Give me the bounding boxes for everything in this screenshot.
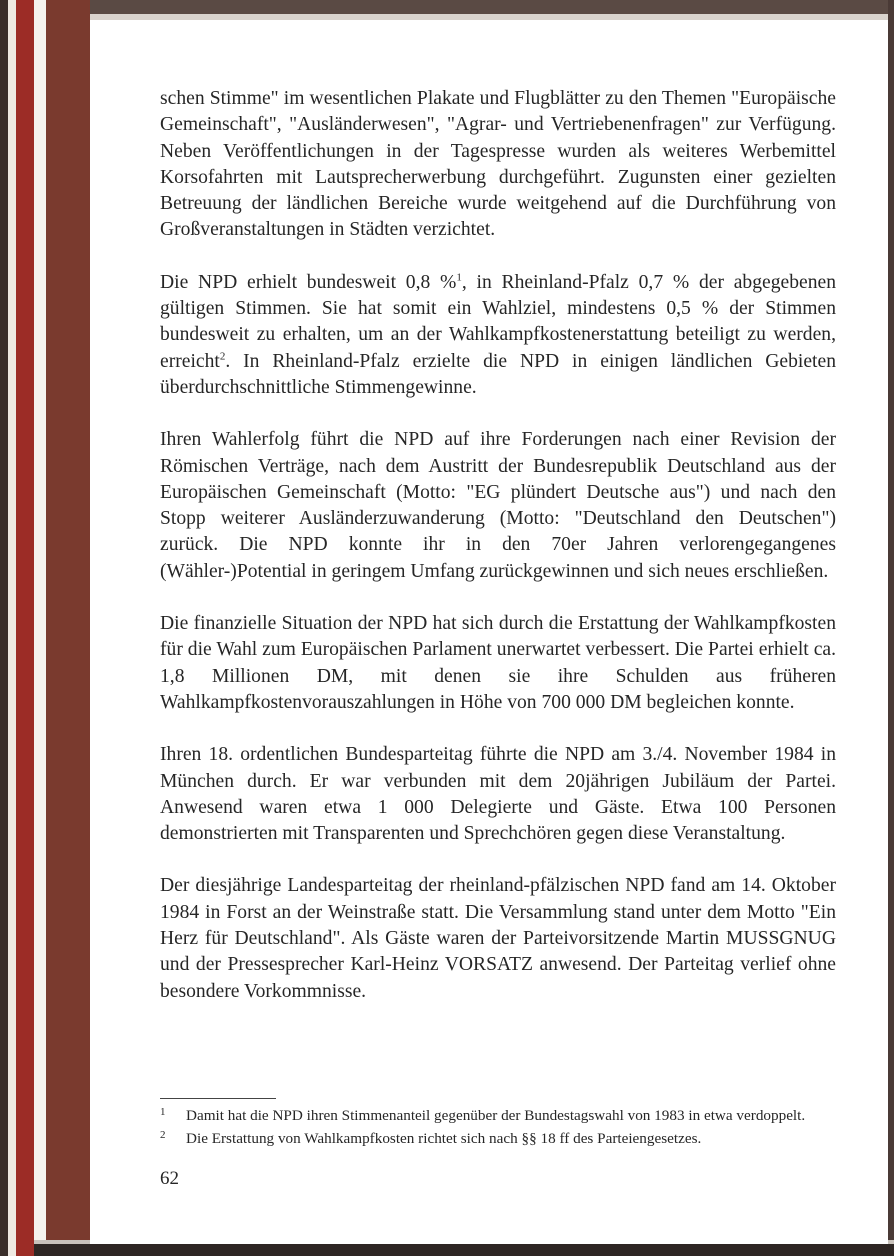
- right-scan-edge: [888, 0, 894, 1256]
- body-text: [160, 86, 836, 1005]
- footnote-1-mark: 1: [160, 1106, 166, 1118]
- book-spine-edge: [0, 0, 8, 1256]
- document-page: [90, 20, 888, 1244]
- footnote-ref-2: 2: [219, 350, 226, 363]
- book-binding-red: [16, 0, 34, 1256]
- footnote-2-mark: 2: [160, 1129, 166, 1141]
- paragraph-2-part-a: Die NPD erhielt bundesweit 0,8 %: [160, 271, 457, 293]
- footnote-1: [160, 1105, 836, 1126]
- footnote-divider: [160, 1098, 276, 1099]
- paragraph-3: Ihren Wahlerfolg führt die NPD auf ihre Forderungen nach einer Revision der Römischen Verträge, nach dem Austritt der Bundesrepublik Deutschland aus der Europäischen Gemeinschaft (Motto: "EG plündert Deutsche aus") und nach den Stopp weiterer Ausländerzuwanderung (Motto: "Deutschland den Deutschen") zurück. Die NPD konnte ihr in den 70er Jahren verlorengegangenes (Wähler-)Potential in geringem Umfang zurückgewinnen und sich neues erschließen.: [160, 429, 836, 582]
- paragraph-5: Ihren 18. ordentlichen Bundesparteitag führte die NPD am 3./4. November 1984 in München durch. Er war verbunden mit dem 20jährigen Jubiläum der Partei. Anwesend waren etwa 1 000 Delegierte und Gäste. Etwa 100 Personen demonstrierten mit Transparenten und Sprechchören gegen diese Veranstaltung.: [160, 744, 836, 845]
- footnote-2: [160, 1128, 836, 1149]
- footnotes: [160, 1105, 836, 1151]
- paragraph-4: Die finanzielle Situation der NPD hat sich durch die Erstattung der Wahlkampfkosten für die Wahl zum Europäischen Parlament unerwartet verbessert. Die Partei erhielt ca. 1,8 Millionen DM, mit denen sie ihre Schulden aus früheren Wahlkampfkostenvorauszahlungen in Höhe von 700 000 DM begleichen konnte.: [160, 613, 836, 713]
- paragraph-2-part-b: , in Rheinland-Pfalz 0,7 % der abgegebenen gültigen Stimmen. Sie hat somit ein Wahlziel, mindestens 0,5 % der Stimmen bundesweit zu erhalten, um an der Wahlkampfkostenerstattung beteiligt zu werden, erreicht: [160, 271, 836, 372]
- paragraph-1: schen Stimme" im wesentlichen Plakate und Flugblätter zu den Themen "Europäische Gemeinschaft", "Ausländerwesen", "Agrar- und Vertriebenenfragen" zur Verfügung. Neben Veröffentlichungen in der Tagespresse wurden als weiteres Werbemittel Korsofahrten mit Lautsprecherwerbung durchgeführt. Zugunsten einer gezielten Betreuung der ländlichen Bereiche wurde weitgehend auf die Durchführung von Großveranstaltungen in Städten verzichtet.: [160, 88, 836, 241]
- paragraph-6: Der diesjährige Landesparteitag der rheinland-pfälzischen NPD fand am 14. Oktober 1984 in Forst an der Weinstraße statt. Die Versammlung stand unter dem Motto "Ein Herz für Deutschland". Als Gäste waren der Parteivorsitzende Martin MUSSGNUG und der Pressesprecher Karl-Heinz VORSATZ anwesend. Der Parteitag verlief ohne besondere Vorkommnisse.: [160, 875, 836, 1002]
- top-scan-shadow: [90, 0, 894, 14]
- footnote-1-text: Damit hat die NPD ihren Stimmenanteil gegenüber der Bundestagswahl von 1983 in etwa verdoppelt.: [186, 1107, 806, 1124]
- paragraph-2-part-c: . In Rheinland-Pfalz erzielte die NPD in einigen ländlichen Gebieten überdurchschnittliche Stimmengewinne.: [160, 350, 836, 398]
- paragraph-2: [160, 270, 836, 401]
- bottom-scan-edge: [34, 1244, 894, 1256]
- book-binding-gap: [34, 0, 46, 1256]
- book-spine-highlight: [8, 0, 16, 1256]
- page-number: 62: [160, 1168, 179, 1189]
- footnote-ref-1: 1: [456, 271, 462, 284]
- book-binding-cover: [46, 0, 90, 1256]
- footnote-2-text: Die Erstattung von Wahlkampfkosten richtet sich nach §§ 18 ff des Parteiengesetzes.: [186, 1130, 702, 1147]
